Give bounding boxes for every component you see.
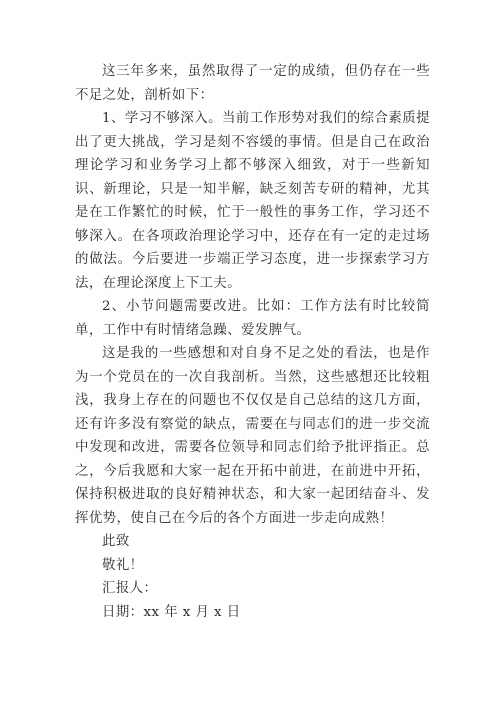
intro-paragraph: 这三年多来，虽然取得了一定的成绩，但仍存在一些不足之处，剖析如下： [75, 64, 430, 103]
salutation-line: 敬礼！ [102, 557, 144, 573]
closing-line: 此致 [102, 534, 130, 549]
point-two-paragraph: 2、小节问题需要改进。比如：工作方法有时比较简单，工作中有时情绪急躁、爱发脾气。 [75, 299, 430, 338]
conclusion-paragraph: 这是我的一些感想和对自身不足之处的看法，也是作为一个党员在的一次自我剖析。当然，这些感想还比较粗浅，我身上存在的问题也不仅仅是自己总结的这几方面，还有许多没有察觉的缺点，需要在与同志们的进一步交流中发现和改进，需要各位领导和同志们给予批评指正。总之，今后我愿和大家一起在开拓中前进，在前进中开拓，保持积极进取的良好精神状态，和大家一起团结奋斗、发挥优势，使自己在今后的各个方面进一步走向成熟！ [75, 346, 430, 526]
date-line: 日期：xx 年 x 月 x 日 [102, 604, 241, 620]
point-one-paragraph: 1、学习不够深入。当前工作形势对我们的综合素质提出了更大挑战，学习是刻不容缓的事情。但是自己在政治理论学习和业务学习上都不够深入细致，对于一些新知识、新理论，只是一知半解，缺乏刻苦专研的精神，尤其是在工作繁忙的时候，忙于一般性的事务工作，学习还不够深入。在各项政治理论学习中，还存在有一定的走过场的做法。今后要进一步端正学习态度，进一步探索学习方法，在理论深度上下工夫。 [75, 111, 430, 291]
document-body [75, 60, 430, 624]
reporter-line: 汇报人： [102, 581, 158, 596]
